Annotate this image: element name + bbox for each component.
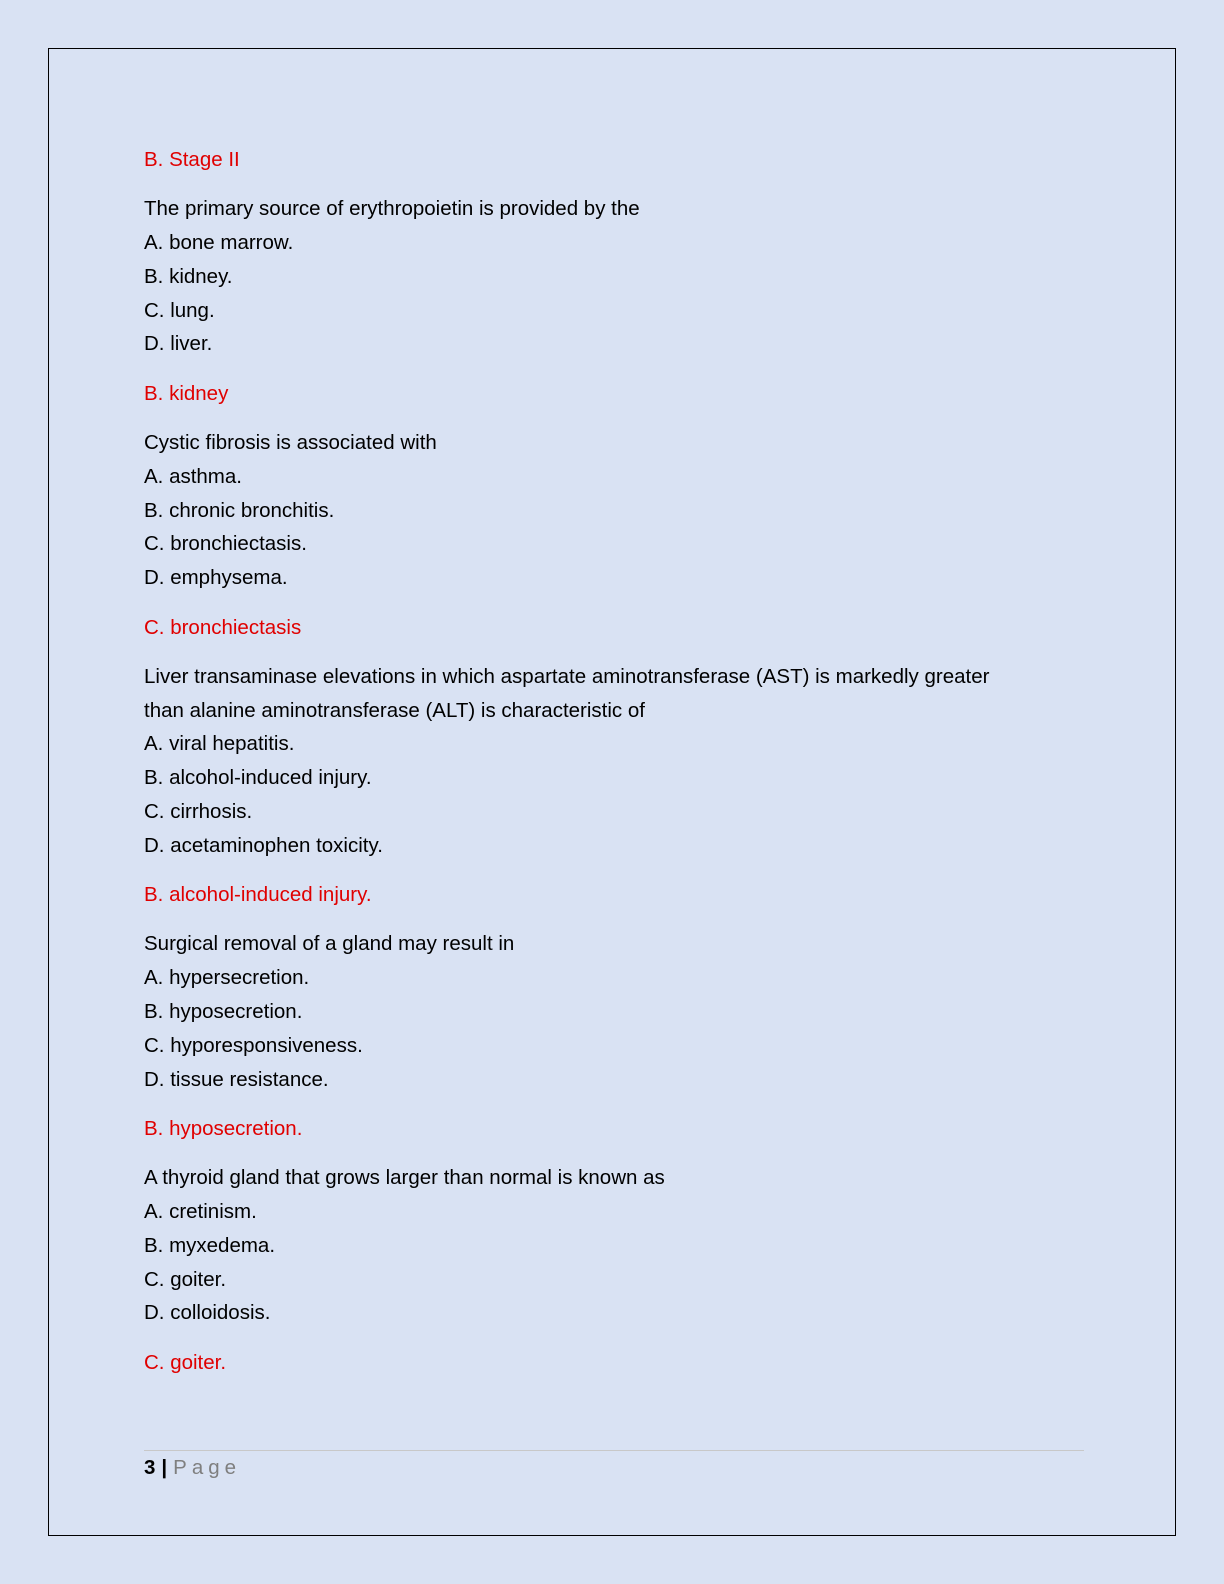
option-item: C. hyporesponsiveness.: [144, 1033, 363, 1057]
question-text: than alanine aminotransferase (ALT) is characteristic of: [144, 698, 645, 722]
page-footer: [144, 1454, 241, 1482]
option-item: D. emphysema.: [144, 566, 288, 590]
answer-line: C. goiter.: [144, 1350, 227, 1374]
option-item: C. goiter.: [144, 1267, 227, 1291]
option-item: B. hyposecretion.: [144, 1000, 303, 1024]
option-item: D. acetaminophen toxicity.: [144, 833, 383, 857]
option-item: B. myxedema.: [144, 1233, 276, 1257]
question-block: [144, 660, 1084, 863]
question-text: A thyroid gland that grows larger than normal is known as: [144, 1166, 665, 1190]
footer-divider: [144, 1450, 1084, 1451]
option-item: C. bronchiectasis.: [144, 532, 307, 556]
option-item: B. alcohol-induced injury.: [144, 766, 372, 790]
option-item: A. viral hepatitis.: [144, 732, 295, 756]
option-item: D. tissue resistance.: [144, 1067, 329, 1091]
question-block: [144, 1161, 1084, 1330]
document-content: [144, 143, 1084, 1380]
answer-line: B. alcohol-induced injury.: [144, 883, 372, 907]
option-item: A. asthma.: [144, 464, 242, 488]
question-block: [144, 426, 1084, 595]
question-text: Surgical removal of a gland may result in: [144, 932, 515, 956]
question-block: [144, 927, 1084, 1096]
answer-line: B. Stage II: [144, 148, 240, 171]
question-text: Liver transaminase elevations in which aspartate aminotransferase (AST) is markedly greater: [144, 664, 990, 688]
question-text: Cystic fibrosis is associated with: [144, 431, 437, 455]
footer-separator: |: [161, 1456, 168, 1479]
question-text: The primary source of erythropoietin is provided by the: [144, 197, 640, 221]
answer-line: B. kidney: [144, 381, 229, 405]
option-item: B. chronic bronchitis.: [144, 498, 335, 522]
option-item: D. liver.: [144, 332, 213, 356]
answer-line: B. hyposecretion.: [144, 1116, 303, 1140]
option-item: A. bone marrow.: [144, 231, 294, 255]
option-item: B. kidney.: [144, 264, 233, 288]
option-item: D. colloidosis.: [144, 1301, 271, 1325]
page-label: Page: [173, 1456, 242, 1479]
option-item: C. cirrhosis.: [144, 800, 253, 824]
page-number: 3: [144, 1456, 156, 1479]
option-item: A. hypersecretion.: [144, 966, 310, 990]
question-block: [144, 192, 1084, 361]
option-item: A. cretinism.: [144, 1200, 257, 1224]
answer-line: C. bronchiectasis: [144, 615, 302, 639]
option-item: C. lung.: [144, 298, 215, 322]
